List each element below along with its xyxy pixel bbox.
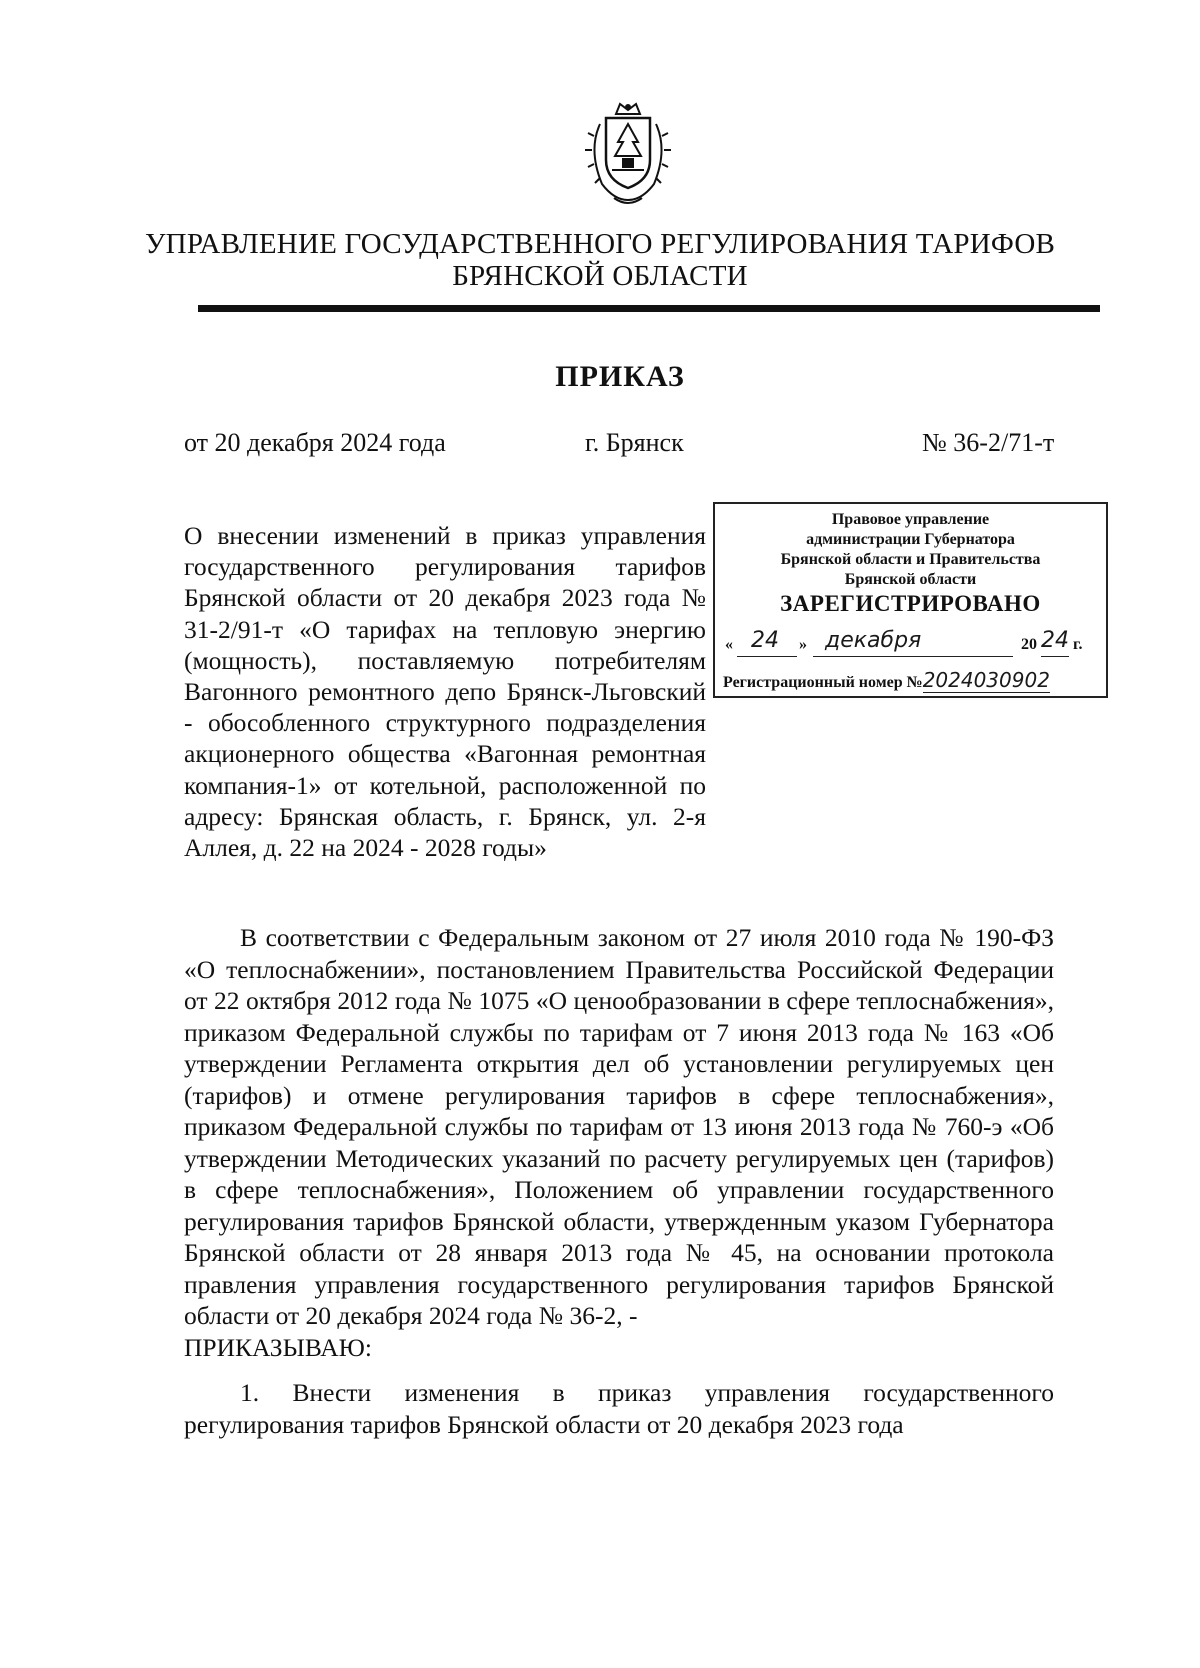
organization-name-line2: БРЯНСКОЙ ОБЛАСТИ [452,260,748,292]
stamp-date-row: « 24 » декабря 20 24 г. [725,630,1097,660]
order-item-1: 1. Внести изменения в приказ управления государственного регулирования тарифов Брянской области от 20 декабря 2023 года [184,1378,1054,1439]
stamp-year-prefix: 20 [1021,636,1037,653]
stamp-registration-row [723,668,1103,692]
stamp-reg-label: Регистрационный номер № [723,674,923,691]
stamp-year-suffix: 24 [1041,628,1069,653]
document-city: г. Брянск [585,428,684,457]
bryansk-coat-of-arms-icon [578,100,678,210]
stamp-registered: ЗАРЕГИСТРИРОВАНО [780,591,1041,616]
document-subject: О внесении изменений в приказ управления государственного регулирования тарифов Брянской области от 20 декабря 2023 года № 31-2/91-т «О тарифах на тепловую энергию (мощность), поставляемую потребителям Вагонного ремонтного депо Брянск-Льговский - обособленного структурного подразделения акционерного общества «Вагонная ремонтная компания-1» от котельной, расположенной по адресу: Брянская область, г. Брянск, ул. 2-я Аллея, д. 22 на 2024 - 2028 годы» [184,521,706,863]
registration-stamp [713,502,1108,698]
stamp-line1: Правовое управление [831,511,990,528]
organization-name-line1: УПРАВЛЕНИЕ ГОСУДАРСТВЕННОГО РЕГУЛИРОВАНИЯ ТАРИФОВ [144,228,1056,260]
stamp-line4: Брянской области [844,571,977,588]
document-body [184,922,1054,1440]
stamp-month: декабря [825,628,922,653]
order-word: ПРИКАЗЫВАЮ: [184,1332,372,1362]
stamp-year-mark: г. [1073,636,1083,653]
header-divider [198,305,1100,312]
coat-of-arms-emblem [578,100,678,210]
document-date: от 20 декабря 2024 года [184,428,446,457]
stamp-day: 24 [751,628,779,653]
document-title: ПРИКАЗ [555,360,685,393]
stamp-line2: администрации Губернатора [806,531,1015,548]
stamp-reg-number: 2024030902 [922,668,1050,692]
stamp-line3: Брянской области и Правительства [780,551,1041,568]
document-number: № 36-2/71-т [922,428,1055,457]
preamble-paragraph: В соответствии с Федеральным законом от 27 июля 2010 года № 190-ФЗ «О теплоснабжении», постановлением Правительства Российской Федерации от 22 октября 2012 года № 1075 «О ценообразовании в сфере теплоснабжения», приказом Федеральной службы по тарифам от 7 июня 2013 года № 163 «Об утверждении Регламента открытия дел об установлении регулируемых цен (тарифов) и отмене регулирования тарифов в сфере теплоснабжения», приказом Федеральной службы по тарифам от 13 июня 2013 года № 760-э «Об утверждении Методических указаний по расчету регулируемых цен (тарифов) в сфере теплоснабжения», Положением об управлении государственного регулирования тарифов Брянской области, утвержденным указом Губернатора Брянской области от 28 января 2013 года № 45, на основании протокола правления управления государственного регулирования тарифов Брянской области от 20 декабря 2024 года № 36-2, - [184,923,1054,1330]
